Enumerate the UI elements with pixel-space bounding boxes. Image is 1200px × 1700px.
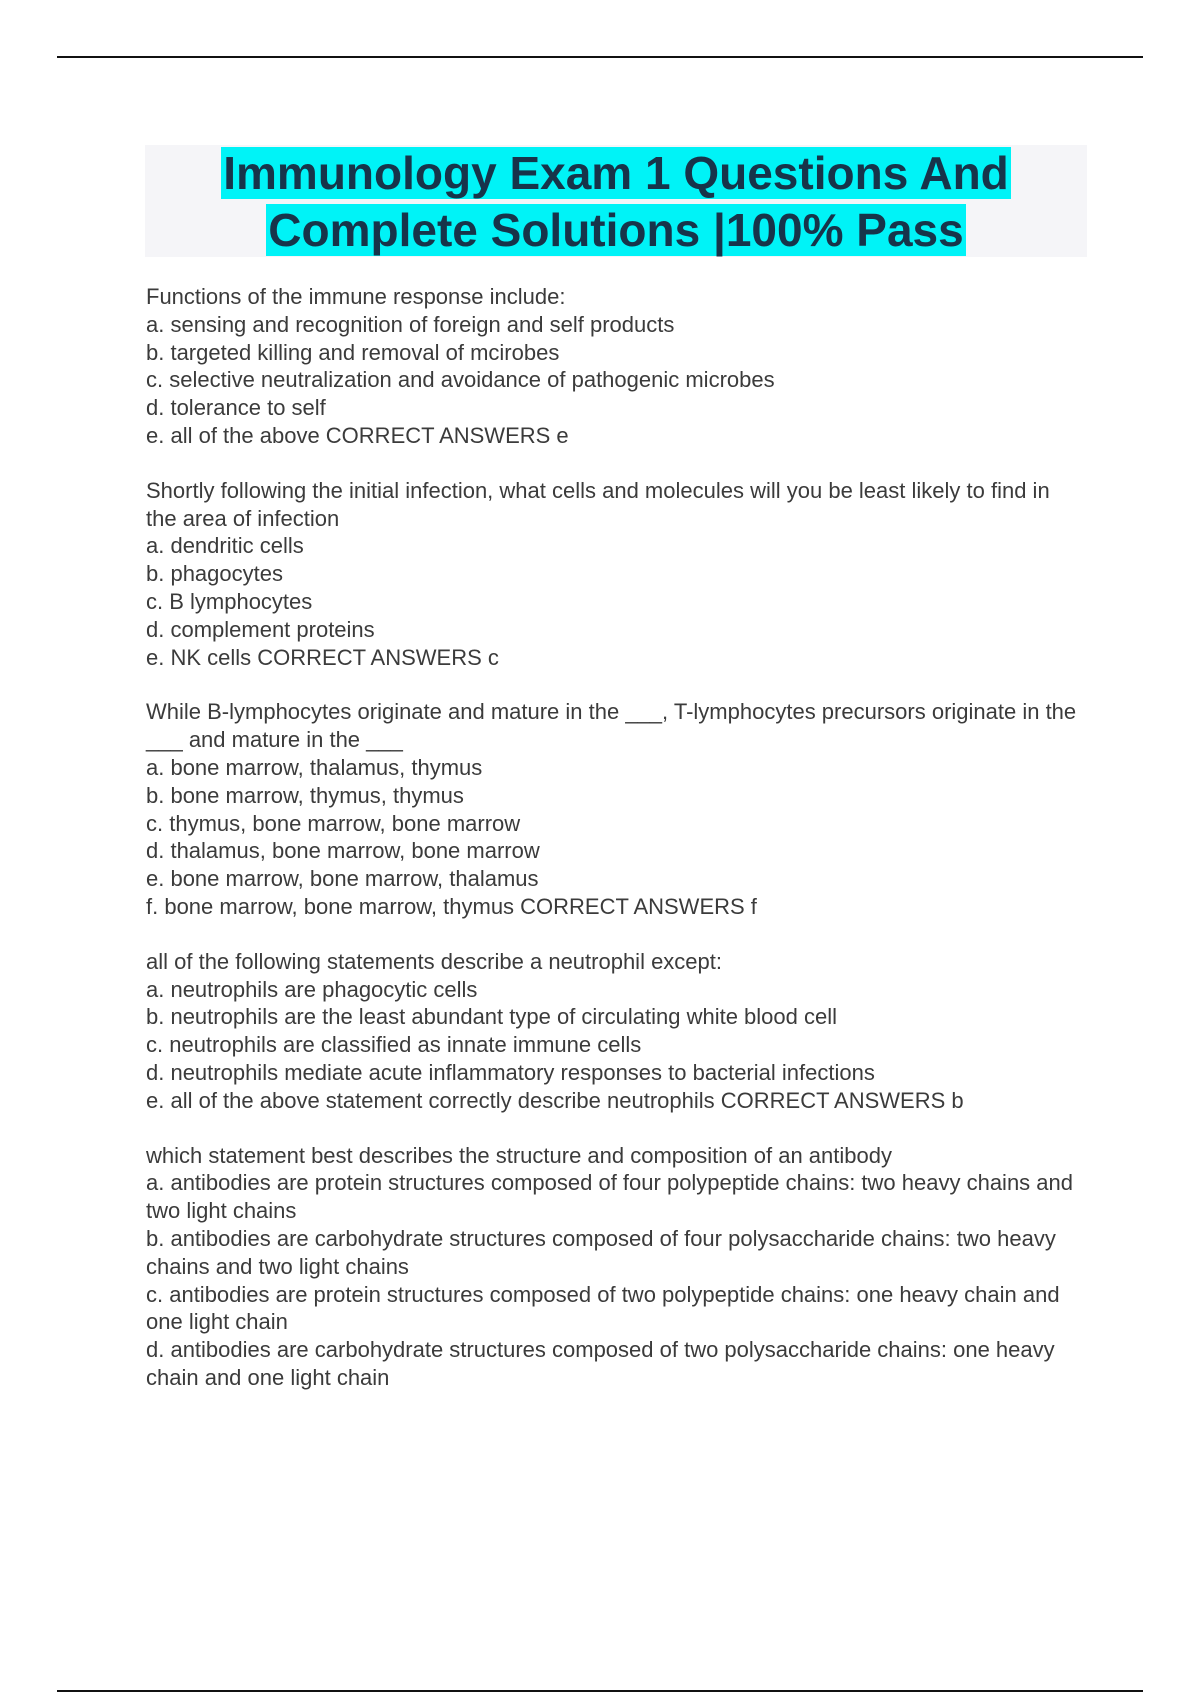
answer-option: b. bone marrow, thymus, thymus — [146, 782, 464, 808]
document-title — [145, 145, 1087, 257]
answer-option: e. all of the above CORRECT ANSWERS e — [146, 422, 569, 448]
question-1 — [146, 283, 1086, 450]
answer-option: f. bone marrow, bone marrow, thymus CORRECT ANSWERS f — [146, 893, 757, 919]
title-line-1: Immunology Exam 1 Questions And — [223, 147, 1009, 199]
question-2 — [146, 477, 1086, 672]
question-5 — [146, 1142, 1086, 1392]
answer-option: d. complement proteins — [146, 616, 375, 642]
answer-option: a. sensing and recognition of foreign and self products — [146, 311, 675, 337]
answer-option: a. dendritic cells — [146, 533, 304, 559]
title-line-2: Complete Solutions |100% Pass — [268, 204, 964, 256]
question-stem: Functions of the immune response include: — [146, 284, 566, 309]
answer-option: e. NK cells CORRECT ANSWERS c — [146, 644, 499, 670]
question-stem: Shortly following the initial infection, what cells and molecules will you be least likely to find in the area of infection — [146, 477, 1050, 531]
question-4 — [146, 948, 1086, 1115]
answer-option: b. phagocytes — [146, 561, 283, 587]
answer-option: e. all of the above statement correctly describe neutrophils CORRECT ANSWERS b — [146, 1087, 964, 1113]
question-3 — [146, 698, 1086, 920]
question-list — [146, 283, 1086, 1419]
answer-option: a. bone marrow, thalamus, thymus — [146, 754, 483, 780]
answer-option: a. antibodies are protein structures composed of four polypeptide chains: two heavy chains and two light chains — [146, 1170, 1073, 1224]
answer-option: a. neutrophils are phagocytic cells — [146, 976, 478, 1002]
answer-option: d. thalamus, bone marrow, bone marrow — [146, 838, 540, 864]
answer-option: d. neutrophils mediate acute inflammatory responses to bacterial infections — [146, 1059, 875, 1085]
answer-option: d. antibodies are carbohydrate structures composed of two polysaccharide chains: one heavy chain and one light chain — [146, 1337, 1055, 1390]
top-divider — [57, 56, 1143, 58]
answer-option: c. B lymphocytes — [146, 588, 313, 614]
question-stem: While B-lymphocytes originate and mature in the ___, T-lymphocytes precursors originate in the ___ and mature in the ___ — [146, 699, 1077, 753]
answer-option: c. selective neutralization and avoidance of pathogenic microbes — [146, 367, 775, 393]
question-stem: all of the following statements describe a neutrophil except: — [146, 948, 722, 974]
answer-option: b. targeted killing and removal of mcirobes — [146, 339, 560, 365]
answer-option: c. thymus, bone marrow, bone marrow — [146, 810, 521, 836]
answer-option: b. antibodies are carbohydrate structures composed of four polysaccharide chains: two heavy chains and two light chains — [146, 1225, 1056, 1279]
answer-option: b. neutrophils are the least abundant type of circulating white blood cell — [146, 1004, 837, 1030]
bottom-divider — [57, 1690, 1143, 1692]
answer-option: c. antibodies are protein structures composed of two polypeptide chains: one heavy chain and one light chain — [146, 1281, 1060, 1335]
answer-option: d. tolerance to self — [146, 395, 326, 421]
question-stem: which statement best describes the structure and composition of an antibody — [146, 1142, 892, 1168]
answer-option: c. neutrophils are classified as innate immune cells — [146, 1032, 642, 1058]
answer-option: e. bone marrow, bone marrow, thalamus — [146, 866, 539, 892]
